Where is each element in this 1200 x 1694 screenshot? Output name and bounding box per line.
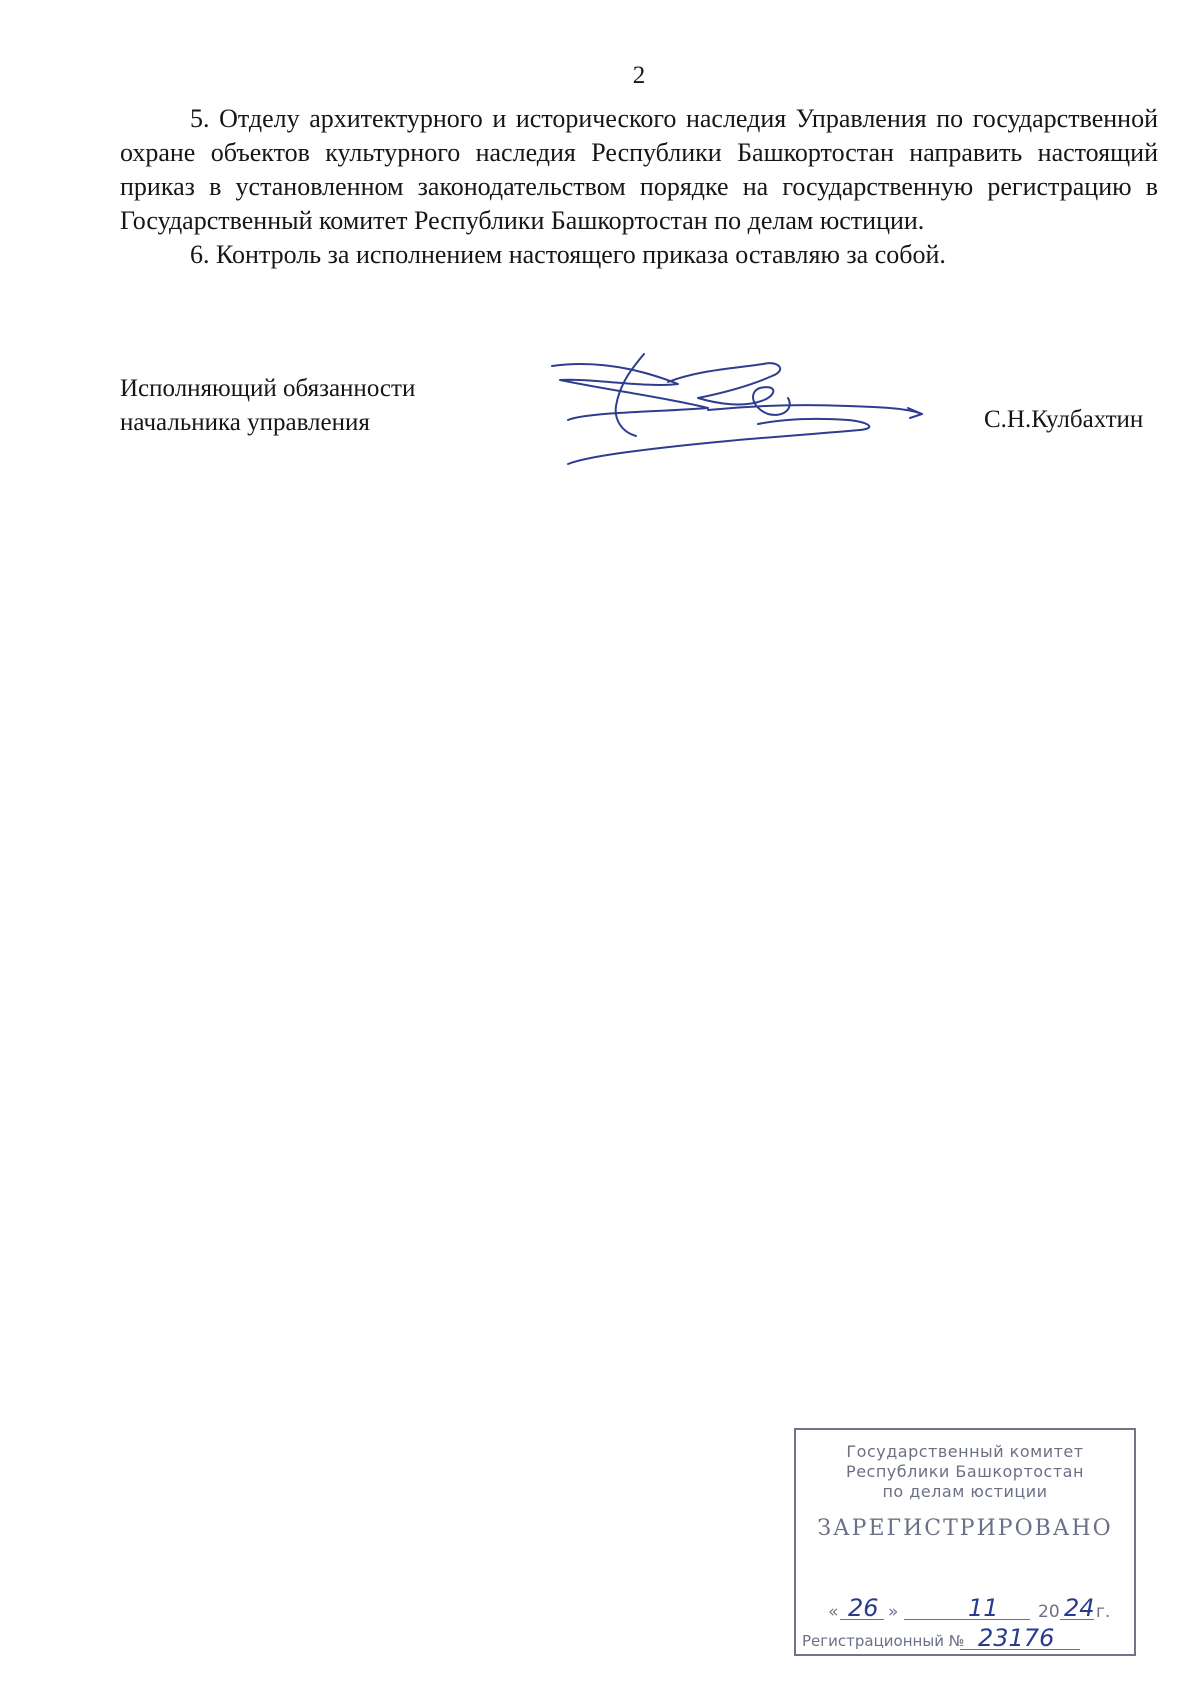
stamp-year-suffix: 24 [1064,1594,1095,1622]
stamp-reg-label: Регистрационный № [802,1632,965,1650]
stamp-date [826,1594,1118,1624]
registration-stamp [794,1428,1136,1656]
stamp-open-quote: « [828,1602,839,1622]
stamp-registration-number [802,1626,1132,1654]
document-body [120,102,1158,272]
stamp-reg-number: 23176 [978,1624,1055,1652]
stamp-year-mark: г. [1096,1602,1111,1622]
page-number: 2 [632,62,646,89]
stamp-year-prefix: 20 [1038,1602,1060,1622]
handwritten-signature [548,348,928,468]
position-line-1: Исполняющий обязанности [120,375,416,402]
signer-name: С.Н.Кулбахтин [984,406,1144,433]
stamp-day: 26 [848,1594,879,1622]
signatory-position [120,372,415,440]
stamp-status: ЗАРЕГИСТРИРОВАНО [817,1516,1113,1541]
position-line-2: начальника управления [120,409,370,436]
paragraph-6: 6. Контроль за исполнением настоящего приказа оставляю за собой. [190,240,946,269]
stamp-org-line-1: Государственный комитет [846,1442,1084,1461]
stamp-month-underline [904,1619,1030,1620]
stamp-close-quote: » [888,1602,899,1622]
stamp-org-line-3: по делам юстиции [882,1482,1048,1501]
stamp-organization [796,1442,1134,1502]
paragraph-5: 5. Отделу архитектурного и исторического наследия Управления по государственной охране объектов культурного наследия Республики Башкортостан направить настоящий приказ в установленном законодательством порядке на государственную регистрацию в Государственный комитет Республики Башкортостан по делам юстиции. [120,104,1158,235]
stamp-month: 11 [968,1594,999,1622]
stamp-org-line-2: Республики Башкортостан [846,1462,1084,1481]
